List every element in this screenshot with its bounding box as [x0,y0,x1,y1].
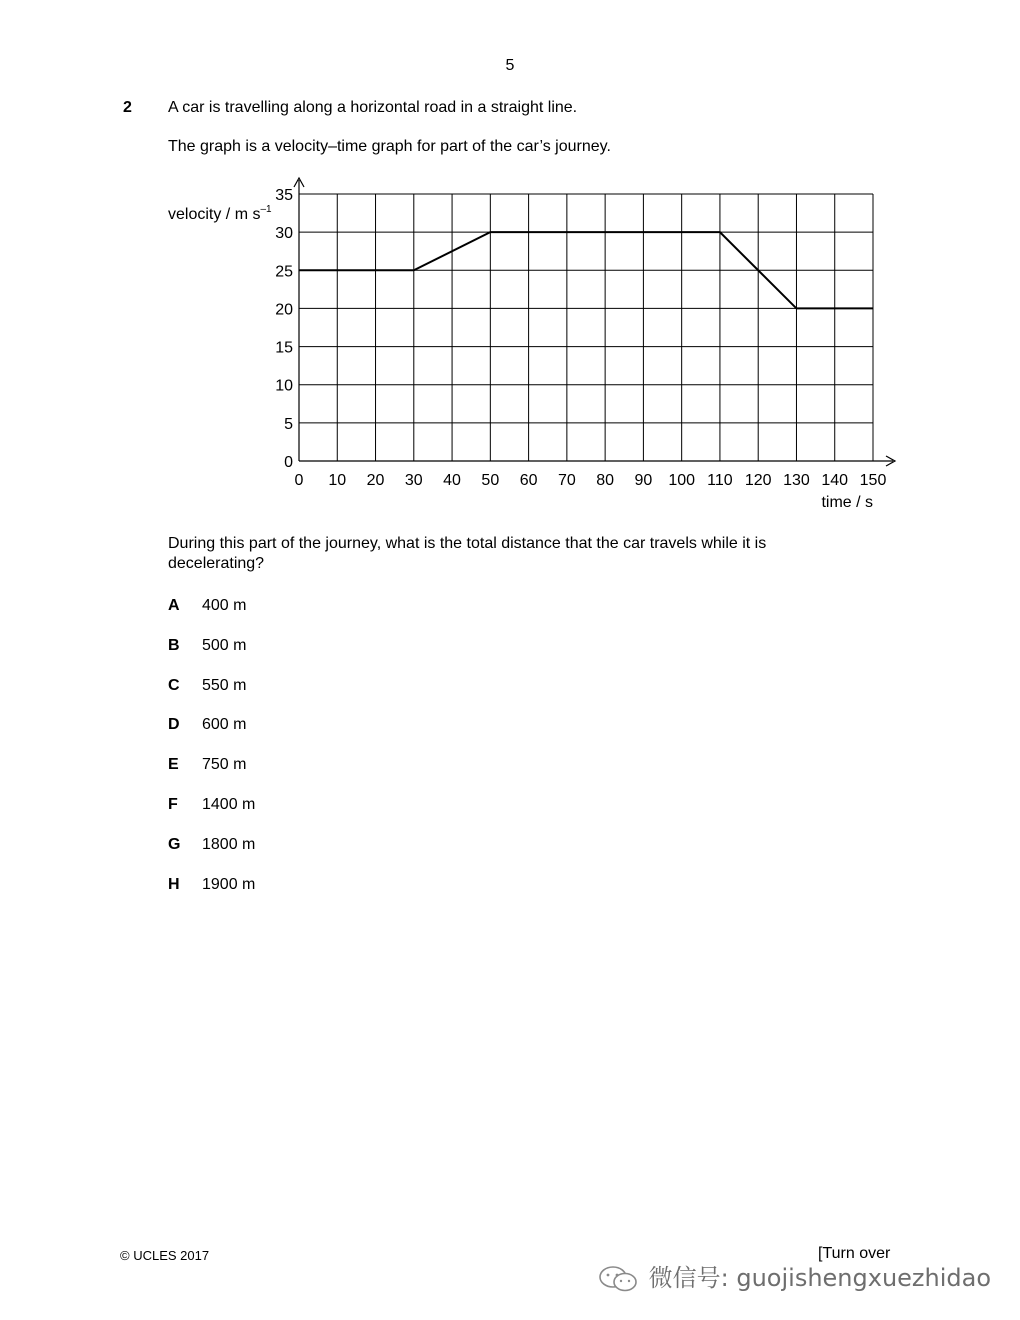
answer-option-d [168,716,246,734]
option-text: 600 m [202,716,247,734]
y-tick-label: 20 [275,301,293,319]
x-tick-label: 30 [404,472,423,489]
option-letter: A [168,597,180,614]
y-tick-label: 15 [275,339,293,357]
option-text: 750 m [202,756,247,774]
option-letter: H [168,875,180,893]
option-letter: G [168,835,181,853]
answer-option-a [168,597,246,615]
option-text: 1900 m [202,875,256,893]
y-tick-label: 0 [284,454,293,471]
answer-option-c [168,677,246,695]
option-text: 400 m [202,597,247,614]
y-tick-label: 10 [275,377,293,395]
x-tick-label: 110 [707,472,733,489]
turn-over-note: [Turn over [818,1245,891,1262]
option-text: 1400 m [202,796,256,813]
x-axis-label: time / s [821,494,873,511]
watermark [597,1258,991,1293]
answer-option-e [168,756,246,774]
x-tick-label: 10 [328,472,347,489]
answer-option-b [168,637,246,655]
answer-option-f [168,796,255,814]
option-letter: B [168,636,180,654]
option-text: 550 m [202,676,247,694]
option-letter: C [168,676,180,694]
x-tick-label: 70 [557,472,576,489]
y-axis-label: velocity / m $s^{-1}$ [168,204,272,223]
question-number: 2 [123,99,132,116]
option-text: 1800 m [202,835,256,853]
watermark-text: 微信号: guojishengxuezhidao [648,1264,992,1292]
y-tick-label: 25 [275,263,293,281]
x-tick-label: 50 [481,472,500,489]
y-tick-label: 35 [275,187,293,204]
x-tick-label: 60 [519,472,538,489]
answer-option-g [168,836,255,854]
question-stem-line-2: The graph is a velocity–time graph for part of the car’s journey. [168,138,611,155]
wechat-icon [597,1265,641,1293]
x-tick-label: 140 [821,472,849,489]
x-tick-label: 150 [859,472,887,489]
option-letter: D [168,716,180,734]
y-tick-label: 30 [275,225,293,243]
x-tick-label: 100 [668,472,696,489]
x-tick-label: 0 [294,472,304,489]
x-tick-label: 40 [443,472,461,489]
answer-option-h [168,876,255,894]
velocity-time-graph [0,0,1020,520]
x-tick-label: 90 [634,472,653,489]
option-letter: E [168,756,179,774]
copyright-notice: © UCLES 2017 [120,1248,210,1263]
y-tick-label: 5 [284,415,293,433]
x-tick-label: 130 [783,472,810,489]
x-tick-label: 20 [366,472,385,489]
question-prompt: During this part of the journey, what is the total distance that the car travels while it is decelerating? [168,535,767,572]
x-tick-label: 120 [744,472,772,489]
option-letter: F [168,796,178,813]
page-number: 5 [505,57,515,74]
x-tick-label: 80 [596,472,615,489]
option-text: 500 m [202,636,247,654]
question-stem-line-1: A car is travelling along a horizontal road in a straight line. [168,99,578,116]
